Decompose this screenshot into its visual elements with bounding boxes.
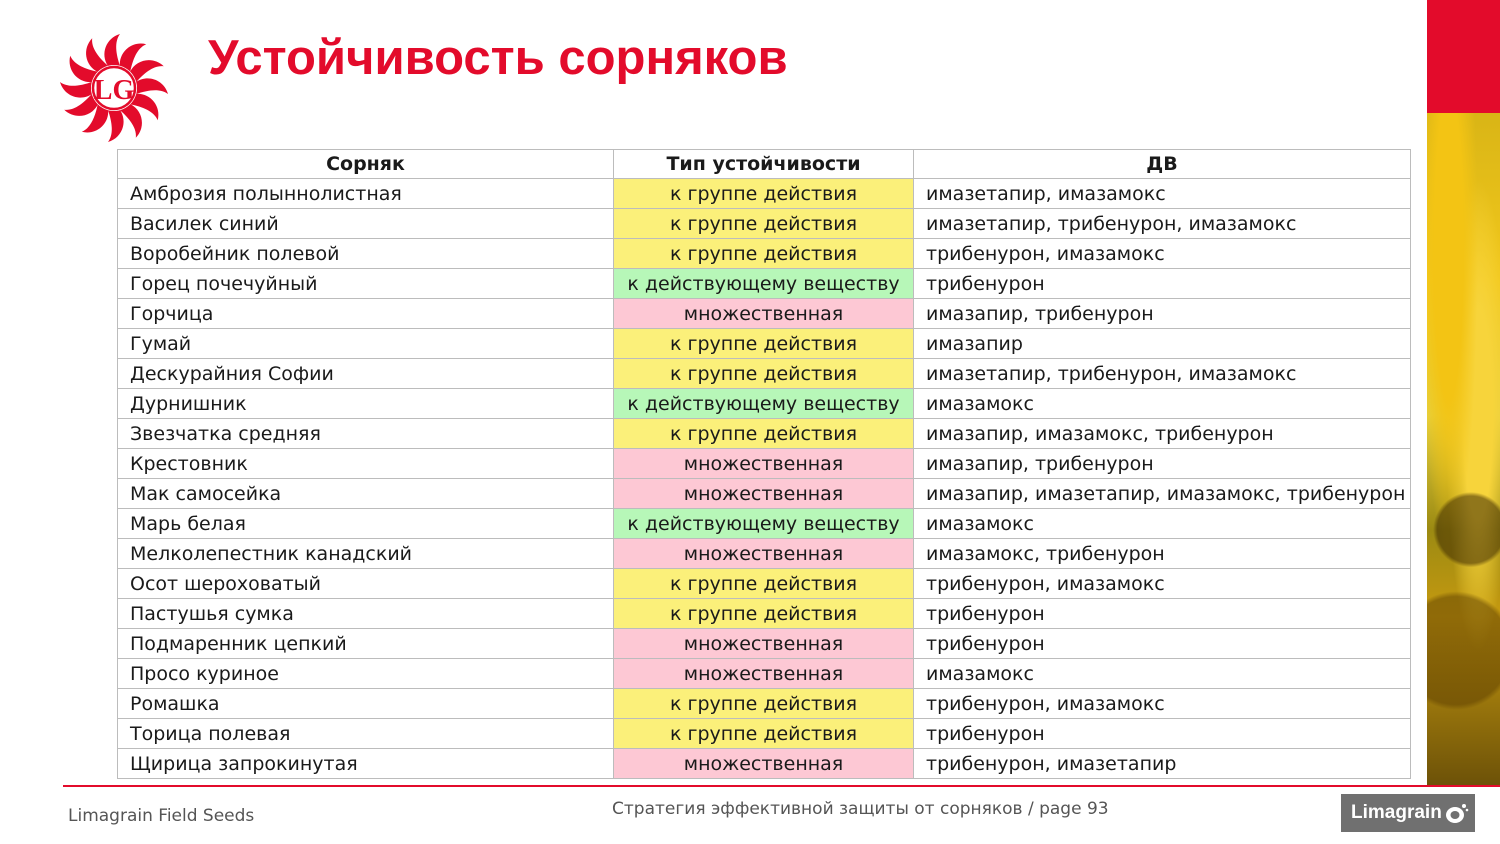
table-row xyxy=(118,269,1411,299)
table-row xyxy=(118,479,1411,509)
resistance-type-cell: множественная xyxy=(614,629,914,659)
table-row xyxy=(118,389,1411,419)
active-ingredient-cell: имазамокс xyxy=(914,509,1411,539)
table-row xyxy=(118,689,1411,719)
resistance-type-cell: множественная xyxy=(614,479,914,509)
table-row xyxy=(118,539,1411,569)
table-row xyxy=(118,449,1411,479)
active-ingredient-cell: трибенурон, имазамокс xyxy=(914,569,1411,599)
footer-company: Limagrain Field Seeds xyxy=(68,806,255,826)
side-red-block xyxy=(1427,0,1500,113)
active-ingredient-cell: трибенурон xyxy=(914,629,1411,659)
limagrain-logo xyxy=(1341,794,1475,832)
resistance-type-cell: к группе действия xyxy=(614,719,914,749)
sunflower-photo xyxy=(1427,113,1500,785)
active-ingredient-cell: имазапир, имазетапир, имазамокс, трибенурон xyxy=(914,479,1411,509)
weed-name-cell: Просо куриное xyxy=(118,659,614,689)
weed-name-cell: Горец почечуйный xyxy=(118,269,614,299)
resistance-type-cell: к группе действия xyxy=(614,569,914,599)
weed-name-cell: Крестовник xyxy=(118,449,614,479)
weed-name-cell: Торица полевая xyxy=(118,719,614,749)
resistance-type-cell: множественная xyxy=(614,449,914,479)
resistance-type-cell: к группе действия xyxy=(614,179,914,209)
active-ingredient-cell: имазамокс, трибенурон xyxy=(914,539,1411,569)
active-ingredient-cell: трибенурон xyxy=(914,719,1411,749)
weed-name-cell: Дурнишник xyxy=(118,389,614,419)
active-ingredient-cell: имазапир, имазамокс, трибенурон xyxy=(914,419,1411,449)
active-ingredient-cell: трибенурон, имазамокс xyxy=(914,689,1411,719)
table-row xyxy=(118,209,1411,239)
lg-sun-logo-icon xyxy=(58,32,170,144)
active-ingredient-cell: трибенурон, имазамокс xyxy=(914,239,1411,269)
table-row xyxy=(118,359,1411,389)
weed-name-cell: Осот шероховатый xyxy=(118,569,614,599)
weed-name-cell: Василек синий xyxy=(118,209,614,239)
table-row xyxy=(118,749,1411,779)
resistance-type-cell: к группе действия xyxy=(614,359,914,389)
table-header-row xyxy=(118,150,1411,179)
table-row xyxy=(118,299,1411,329)
page-title: Устойчивость сорняков xyxy=(208,31,788,85)
table-row xyxy=(118,239,1411,269)
table-body xyxy=(118,179,1411,779)
resistance-type-cell: к группе действия xyxy=(614,239,914,269)
active-ingredient-cell: трибенурон xyxy=(914,269,1411,299)
table-row xyxy=(118,509,1411,539)
table-row xyxy=(118,419,1411,449)
limagrain-leaf-icon xyxy=(1443,801,1469,825)
active-ingredient-cell: имазапир, трибенурон xyxy=(914,299,1411,329)
weed-name-cell: Марь белая xyxy=(118,509,614,539)
table-row xyxy=(118,599,1411,629)
active-ingredient-cell: трибенурон xyxy=(914,599,1411,629)
weed-name-cell: Щирица запрокинутая xyxy=(118,749,614,779)
weed-name-cell: Гумай xyxy=(118,329,614,359)
active-ingredient-cell: имазетапир, трибенурон, имазамокс xyxy=(914,209,1411,239)
active-ingredient-cell: имазапир xyxy=(914,329,1411,359)
active-ingredient-cell: имазапир, трибенурон xyxy=(914,449,1411,479)
weed-resistance-table xyxy=(117,149,1411,779)
weed-name-cell: Мелколепестник канадский xyxy=(118,539,614,569)
resistance-type-cell: к действующему веществу xyxy=(614,269,914,299)
active-ingredient-cell: имазетапир, трибенурон, имазамокс xyxy=(914,359,1411,389)
weed-name-cell: Пастушья сумка xyxy=(118,599,614,629)
weed-name-cell: Дескурайния Софии xyxy=(118,359,614,389)
footer-divider xyxy=(63,785,1500,787)
table-row xyxy=(118,179,1411,209)
side-decoration xyxy=(1427,0,1500,785)
weed-name-cell: Подмаренник цепкий xyxy=(118,629,614,659)
resistance-type-cell: к группе действия xyxy=(614,689,914,719)
table-row xyxy=(118,569,1411,599)
header-resistance-type: Тип устойчивости xyxy=(614,150,914,179)
resistance-type-cell: множественная xyxy=(614,659,914,689)
weed-name-cell: Воробейник полевой xyxy=(118,239,614,269)
resistance-type-cell: к действующему веществу xyxy=(614,509,914,539)
weed-name-cell: Ромашка xyxy=(118,689,614,719)
active-ingredient-cell: имазетапир, имазамокс xyxy=(914,179,1411,209)
weed-name-cell: Амброзия полыннолистная xyxy=(118,179,614,209)
table-row xyxy=(118,329,1411,359)
table-row xyxy=(118,659,1411,689)
resistance-type-cell: множественная xyxy=(614,539,914,569)
header-active-ingredient: ДВ xyxy=(914,150,1411,179)
active-ingredient-cell: трибенурон, имазетапир xyxy=(914,749,1411,779)
resistance-type-cell: к группе действия xyxy=(614,599,914,629)
table-row xyxy=(118,719,1411,749)
resistance-type-cell: множественная xyxy=(614,749,914,779)
brand-text: Limagrain xyxy=(1351,802,1442,823)
logo-text: LG xyxy=(93,75,135,106)
resistance-type-cell: множественная xyxy=(614,299,914,329)
resistance-type-cell: к действующему веществу xyxy=(614,389,914,419)
header-weed: Сорняк xyxy=(118,150,614,179)
resistance-type-cell: к группе действия xyxy=(614,419,914,449)
resistance-type-cell: к группе действия xyxy=(614,209,914,239)
table-row xyxy=(118,629,1411,659)
resistance-type-cell: к группе действия xyxy=(614,329,914,359)
weed-name-cell: Горчица xyxy=(118,299,614,329)
active-ingredient-cell: имазамокс xyxy=(914,659,1411,689)
footer-page-info: Стратегия эффективной защиты от сорняков / page 93 xyxy=(612,799,1109,819)
weed-name-cell: Звезчатка средняя xyxy=(118,419,614,449)
weed-name-cell: Мак самосейка xyxy=(118,479,614,509)
active-ingredient-cell: имазамокс xyxy=(914,389,1411,419)
